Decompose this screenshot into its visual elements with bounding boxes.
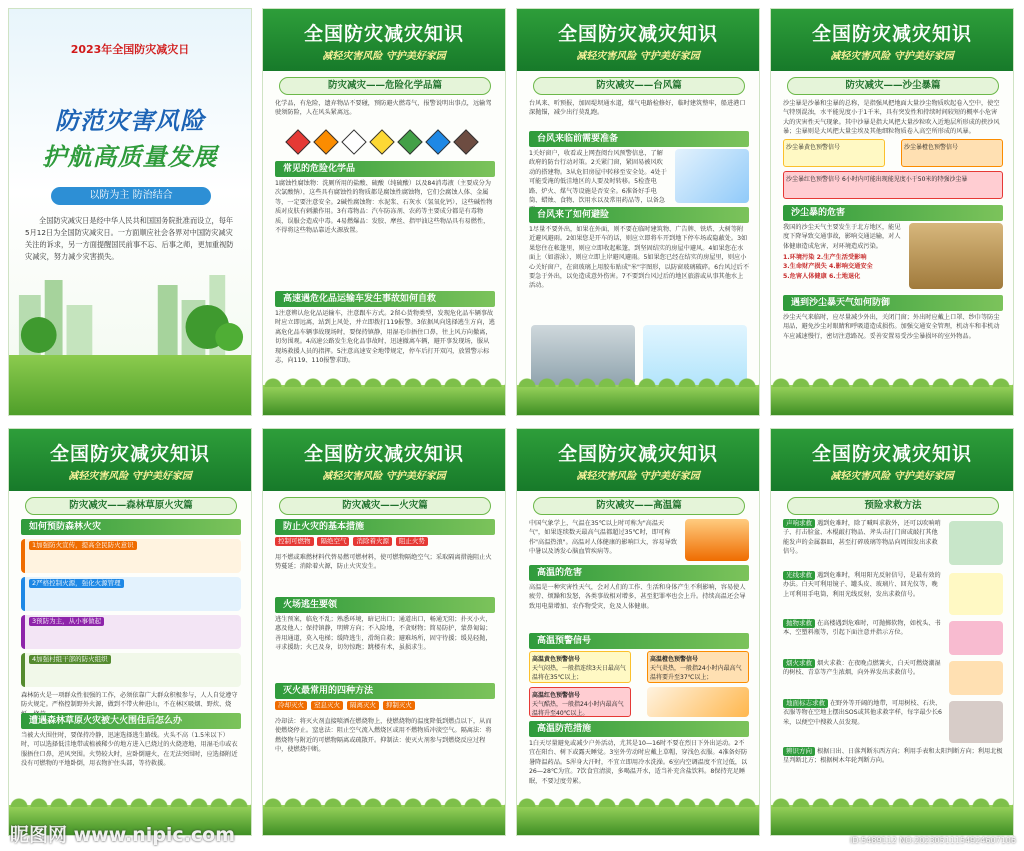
method-block-smoke	[783, 659, 943, 697]
heat-people-illustration	[647, 687, 749, 717]
extinguish-methods-text: 冷却法：将灭火剂直接喷洒在燃烧物上，使燃烧物的温度降低到燃点以下，从而使燃烧停止。窒息法：阻止空气流入燃烧区或用不燃物质冲淡空气。隔离法：将燃烧物与附近的可燃物隔离或疏散开。抑制法：使灭火剂参与到燃烧反应过程中，使燃烧中断。	[275, 718, 492, 754]
grass-footer	[771, 805, 1013, 835]
grass-footer	[263, 805, 505, 835]
common-chemicals-text: 1腐蚀性腐蚀物：洗厕所用的盐酸、硫酸（纯硫酸）以及84消毒液（主要成分为次氯酸钠），这些具有腐蚀性的物质都是腐蚀性腐蚀物，它们会腐蚀人体、金属等，一定要注意安全。2碱性腐蚀物：水泥浆、石灰水（氢氧化钙），这些碱性物质对皮肤有刺激作用。3有毒物品：汽车防冻剂、农药等主要成分都是有毒物质，误服会造成中毒。4易燃爆品：发胶、摩丝、指甲油这些物品具有易燃性，不得将这些物品靠近火源放置。	[275, 180, 493, 235]
header-title: 全国防灾减灾知识	[811, 443, 972, 465]
intro-text: 沙尘暴是沙暴和尘暴的总称，是指强风把地面大量沙尘物质吹起卷入空中，使空气特别混浊，水平能见度小于1千米，具有突发性和持续时间较短的概率小危害大的灾害性天气现象。其中沙暴是指大风把大量沙粒吹入近地层所形成的挟沙风暴；尘暴则是大风把大量尘埃及其他细粒物质卷入高空所形成的风暴。	[783, 100, 1000, 136]
cover-title-line2: 护航高质量发展	[42, 143, 218, 171]
subheading-heat-prevention: 高温防范措施	[529, 721, 749, 737]
tip-card-3	[21, 615, 241, 649]
hazmat-panel	[262, 8, 506, 416]
red-warning-card	[529, 687, 631, 717]
harm-item: 1.环境污染	[783, 254, 815, 261]
panel-header	[263, 9, 505, 71]
cover-panel	[8, 8, 252, 416]
prevent-fire-text: 森林防火是一项群众性很强的工作，必须依靠广大群众积极参与，人人自觉遵守防火规定。严格控制野外火源，做到不带火种进山，不在林区吸烟、野炊、烧	[21, 692, 238, 709]
panel-header	[517, 9, 759, 71]
subheading-heat-warnings: 高温预警信号	[529, 633, 749, 649]
header-subtitle: 减轻灾害风险 守护美好家园	[830, 471, 954, 482]
method-text: 在野外等开阔的地带，可用树枝、石块、衣服等物在空地上摆出SOS或其他求救字样，每字最少长6米，以便空中搜救人员发现。	[783, 700, 942, 726]
trapped-by-fire-text: 当被大火围住时，要保持冷静，迅速选择逃生路线。火头不高（1.5米以下）时，可以选择低洼地带或植被稀少的地方进入已烧过的火烧迹地，用湿毛巾或衣服捂住口鼻，逆风突围。火势较大时，应卧倒避火，在无法突围时，应选择附近没有可燃物的平地卧倒，用衣物护住头部，等待救援。	[21, 732, 238, 768]
method-block-sound	[783, 519, 943, 569]
panel-header	[9, 429, 251, 491]
yellow-warning-text: 天气闷热，一般指连续3天日最高气温将在35℃以上；	[532, 665, 626, 681]
yellow-warning-card	[529, 651, 631, 683]
cover-body-text: 全国防灾减灾日是经中华人民共和国国务院批准而设立，每年5月12日为全国防灾减灾日。一方面顺应社会各界对中国防灾减灾关注的诉求，另一方面提醒国民前事不忘、后事之师，更加重视防灾减灾，努力减少灾害损失。	[25, 216, 234, 261]
section-title: 预险求救方法	[787, 497, 999, 515]
grass-footer	[517, 385, 759, 415]
subheading-common-chemicals: 常见的危险化学品	[275, 161, 495, 177]
method-tag: 冷却灭火	[275, 701, 307, 710]
rescue-methods-panel	[770, 428, 1014, 836]
red-warning-label: 高温红色预警信号	[532, 692, 581, 699]
tip-label: 1加强防火宣传，提高全民防火意识	[29, 541, 137, 550]
method-label: 抛物求救	[783, 619, 815, 628]
heat-hazards-text: 高温是一种灾害性天气，会对人们的工作、生活和身体产生不利影响，容易使人疲劳、烦躁和发怒，各类事故相对增多，甚至犯罪率也会上升。持续高温还会导致用电量增加、农作物受灾，危及人体健康。	[529, 584, 746, 610]
red-warning-card	[783, 171, 1003, 199]
grass-footer	[517, 805, 759, 835]
panel-header	[517, 429, 759, 491]
harm-item: 3.生命财产损失	[783, 263, 827, 271]
water-reactive-hazard-icon	[425, 129, 450, 154]
red-warning-text: 天气酷热，一般指24小时内最高气温将升至40℃以上。	[532, 701, 624, 717]
heat-prevention-text: 1白天尽量避免或减少户外活动，尤其是10—16时不要在烈日下外出运动。2不宜在阳台、树下或露天睡觉。3室外劳动时应戴上草帽，穿浅色衣服。4准备好防暑降温药品。5浑身大汗时，不宜立即用冷水洗澡。6室内空调温度不宜过低，以26—28℃为宜。7饮食宜清淡，多喝温开水，适当补充含盐饮料。8保持充足睡眠，不要过度劳累。	[529, 740, 748, 785]
panel-header	[771, 9, 1013, 71]
method-tag: 抑制灭火	[383, 701, 415, 710]
header-title: 全国防灾减灾知识	[49, 443, 210, 465]
method-text: 在高楼遇到危难时，可抛掷软物，如枕头、书本、空塑料瓶等，引起下面注意并指示方位。	[783, 620, 941, 637]
subheading-extinguish-methods: 灭火最常用的四种方法	[275, 683, 495, 699]
method-tag: 窒息灭火	[311, 701, 343, 710]
tip-label: 4加强村组干部的防火组织	[29, 655, 111, 664]
panel-header	[263, 429, 505, 491]
header-subtitle: 减轻灾害风险 守护美好家园	[576, 471, 700, 482]
forest-fire-panel	[8, 428, 252, 836]
method-text: 遇到危难时，除了喊叫求救外，还可以吹响哨子、打击脸盆、木棍敲打物品、斧头击打门窗或敲打其他能发声的金属器皿，甚至打碎玻璃等物品向周围发出求救信号。	[783, 520, 941, 556]
harm-item: 4.影响交通安全	[828, 263, 873, 271]
cover-grass	[9, 355, 251, 415]
fire-panel	[262, 428, 506, 836]
subheading-hazards: 沙尘暴的危害	[783, 205, 1003, 221]
header-subtitle: 减轻灾害风险 守护美好家园	[322, 471, 446, 482]
subheading-highway-rescue: 高速遇危化品运输车发生事故如何自救	[275, 291, 495, 307]
method-label: 声响求救	[783, 519, 815, 528]
method-text: 烟火求救：在夜晚点燃篝火，白天可燃烧潮湿的树枝、青草等产生浓烟，向外界发出求救信号。	[783, 660, 941, 677]
grass-footer	[263, 385, 505, 415]
watermark-left: 昵图网 www.nipic.com	[10, 824, 236, 846]
storm-tree-illustration	[675, 149, 749, 203]
header-subtitle: 减轻灾害风险 守护美好家园	[322, 51, 446, 62]
intro-text: 化学品，有危险，遗弃物品不要碰，预防避火燃毒气，报警说明出事点，远输驾驶须防险，人在风头紧离远。	[275, 100, 492, 117]
section-title: 防灾减灾——高温篇	[533, 497, 745, 515]
yellow-warning-label: 沙尘暴黄色预警信号	[786, 144, 841, 151]
flammable-hazard-icon	[285, 129, 310, 154]
campfire-illustration	[949, 661, 1003, 695]
people-wind-illustration	[643, 325, 747, 385]
city-skyline-illustration	[9, 265, 251, 355]
header-title: 全国防灾减灾知识	[303, 23, 464, 45]
harm-item: 6.土地退化	[828, 272, 861, 280]
oxidizer-hazard-icon	[369, 129, 394, 154]
typhoon-panel	[516, 8, 760, 416]
tip-label: 3预防为主，从小事做起	[29, 617, 104, 626]
header-subtitle: 减轻灾害风险 守护美好家园	[68, 471, 192, 482]
method-block-light	[783, 571, 943, 617]
basic-measures-text: 用不燃或难燃材料代替易燃可燃材料，使可燃物隔绝空气；采取隔离措施阻止火势蔓延；消除着火源，防止火灾发生。	[275, 554, 492, 571]
method-block-ground-sign	[783, 699, 943, 745]
method-tag: 隔离灭火	[347, 701, 379, 710]
subheading-prevent-fire: 如何预防森林火灾	[21, 519, 241, 535]
red-warning-label: 沙尘暴红色预警信号	[786, 176, 841, 183]
subheading-basic-measures: 防止火灾的基本措施	[275, 519, 495, 535]
orange-warning-label: 沙尘暴橙色预警信号	[904, 144, 959, 151]
subheading-defense: 遇到沙尘暴天气如何防御	[783, 295, 1003, 311]
measure-tag: 消除着火源	[353, 537, 392, 546]
hazards-text: 我国的沙尘天气主要发生于北方地区，能见度下降导致交通事故，影响交通运输，对人体健康造成危害，对环境造成污染。	[783, 224, 901, 250]
yellow-warning-label: 高温黄色预警信号	[532, 656, 581, 663]
method-text: 根据日出、日落判断东西方向；利用手表和太阳判断方向；利用北极星判断北方；根据树木年轮判断方向。	[783, 748, 1003, 765]
defense-text: 沙尘天气来临时，应尽量减少外出，关闭门窗；外出时应戴上口罩、纱巾等防尘用品，避免沙尘对眼睛和呼吸道造成损伤。加强交通安全管理，机动车和非机动车应减速慢行，密切注意路况。妥善安置易受沙尘暴损坏的室外物品。	[783, 314, 1000, 340]
subheading-avoid-danger: 台风来了如何避险	[529, 207, 749, 223]
cover-title-line1: 防范灾害风险	[55, 107, 205, 135]
header-title: 全国防灾减灾知识	[811, 23, 972, 45]
panel-header	[771, 429, 1013, 491]
heat-panel	[516, 428, 760, 836]
orange-warning-card	[901, 139, 1003, 167]
measure-tag: 控制可燃物	[275, 537, 314, 546]
section-title: 防灾减灾——危险化学品篇	[279, 77, 491, 95]
subheading-heat-hazards: 高温的危害	[529, 565, 749, 581]
preparation-text: 1关好窗户，收看或上网查阅台风预警信息，了解政府的防台行动对策。2关紧门窗，紧固易被风吹动的搭建物。3从危旧房屋中转移至安全处。4处于可能受淹的低洼地区的人要及时转移。5检查电路、炉火、煤气等设施是否安全。6准备好手电筒、蜡烛、食物、饮用水以及常用药品等，以备急	[529, 150, 667, 205]
heat-thermometer-illustration	[685, 519, 749, 561]
yellow-warning-card	[783, 139, 885, 167]
extinguish-method-tags	[275, 701, 495, 715]
red-warning-text: 6小时内可能出现能见度小于50米的特强沙尘暴	[841, 176, 968, 183]
tip-card-2	[21, 577, 241, 611]
sandstorm-city-photo	[909, 223, 1003, 289]
gas-hazard-icon	[397, 129, 422, 154]
escape-text: 逃生预案，临危不乱；熟悉环境，暗记出口；通道出口，畅通无阻；扑灭小火，惠及他人；保持镇静，明辨方向；不入险地，不贪财物；简易防护，蒙鼻匍匐；善用通道，莫入电梯；缓降逃生，滑绳自救；避难场所，固守待援；缓晃轻抛，寻求援助；火已及身，切勿惊跑；跳楼有术，虽损求生。	[275, 616, 492, 652]
highway-rescue-text: 1注意辨认危化品运输车，注意跟车方式。2留心货物类型，发现危化品车辆事故时应立即远离，站到上风处，并立即拨打119报警。3依据风向选择逃生方向，逃离危化品车辆事故现场时，要保持镇静，用湿毛巾捂住口鼻，往上风方向撤离，切勿围观。4高速公路发生危化品事故时，迅速撤离车辆，避开事发现场，服从现场救援人员的指挥。5注意高速安全地带规定，停车后打开双闪，放置警示标志，向119、110报警求助。	[275, 310, 495, 365]
method-label: 烟火求救	[783, 659, 815, 668]
cover-slogan: 以防为主 防治结合	[51, 187, 211, 205]
header-title: 全国防灾减灾知识	[557, 443, 718, 465]
orange-warning-label: 高温橙色预警信号	[650, 656, 699, 663]
avoid-danger-text: 1尽量不要外出，如果在外面，则不要在临时建筑物、广告牌、铁塔、大树等附近避风避雨。2如果您是开车的话，则应立即将车开到地下停车场或隐蔽处。3如果您住在帐篷里，则应立即收起帐篷，到坚固结实的房屋中避风。4如果您在水面上（如游泳），则应立即上岸避风避雨。5如果您已经在结实的房屋里，则应小心关好窗户，在窗玻璃上用胶布贴成"米"字图形，以防窗玻璃破碎。6台风过后不要急于外出，以免造成意外伤害。7不要到台风过后的地区旅游或从事其他水上活动。	[529, 226, 750, 290]
building-illustration	[949, 621, 1003, 655]
grass-footer	[771, 385, 1013, 415]
intro-text: 中国气象学上，气温在35℃以上时可称为"高温天气"，如果连续数天最高气温都超过35℃时，即可称作"高温热浪"。高温对人体健康的影响巨大，容易导致中暑以及诱发心脑血管疾病等。	[529, 520, 678, 556]
subheading-preparation: 台风来临前需要准备	[529, 131, 749, 147]
section-title: 防灾减灾——台风篇	[533, 77, 745, 95]
measure-tag: 隔绝空气	[317, 537, 349, 546]
method-label: 光线求救	[783, 571, 815, 580]
tip-label: 2严格控制火源，强化火源管理	[29, 579, 124, 588]
header-subtitle: 减轻灾害风险 守护美好家园	[576, 51, 700, 62]
tip-card-1	[21, 539, 241, 573]
explosive-hazard-icon	[313, 129, 338, 154]
method-label: 辨识方向	[783, 747, 815, 756]
flashlight-illustration	[949, 573, 1003, 615]
subheading-escape: 火场逃生要领	[275, 597, 495, 613]
measure-tag: 阻止火势	[396, 537, 428, 546]
section-title: 防灾减灾——沙尘暴篇	[787, 77, 999, 95]
hazards-list	[783, 253, 903, 291]
header-title: 全国防灾减灾知识	[303, 443, 464, 465]
tip-card-4	[21, 653, 241, 687]
basic-measures-tags	[275, 537, 495, 551]
watermark-right: ID:5489112 NO:20230511154924607106	[849, 836, 1016, 845]
house-wind-illustration	[531, 325, 635, 385]
method-label: 地面标志求救	[783, 699, 828, 708]
orange-warning-card	[647, 651, 749, 683]
corrosive-hazard-icon	[453, 129, 478, 154]
sos-ground-illustration	[949, 701, 1003, 743]
cover-date-title: 2023年全国防灾减灾日	[70, 43, 190, 56]
section-title: 防灾减灾——火灾篇	[279, 497, 491, 515]
method-text: 遇到危难时，利用阳光反射信号，是最有效的办法。白天可利用镜子、罐头皮、玻璃片、回光仪等，晚上可利用手电筒，利用光线反射，发出求救信号。	[783, 572, 941, 598]
harm-item: 2.生产生活受影响	[816, 254, 867, 261]
whistle-illustration	[949, 521, 1003, 565]
header-subtitle: 减轻灾害风险 守护美好家园	[830, 51, 954, 62]
header-title: 全国防灾减灾知识	[557, 23, 718, 45]
method-block-throw	[783, 619, 943, 657]
toxic-hazard-icon	[341, 129, 366, 154]
sandstorm-panel	[770, 8, 1014, 416]
subheading-trapped-by-fire: 遭遇森林草原火灾被大火围住后怎么办	[21, 713, 241, 729]
intro-text: 台风来、听预报，加固堤坝通水道，煤气电路检修好，临时建筑整牢，船进港口深抛锚，减少出行莫乱跑。	[529, 100, 746, 117]
section-title: 防灾减灾——森林草原火灾篇	[25, 497, 237, 515]
orange-warning-text: 天气炎热，一般指24小时内最高气温将要升至37℃以上；	[650, 665, 742, 681]
harm-item: 5.危害人体健康	[783, 272, 827, 280]
